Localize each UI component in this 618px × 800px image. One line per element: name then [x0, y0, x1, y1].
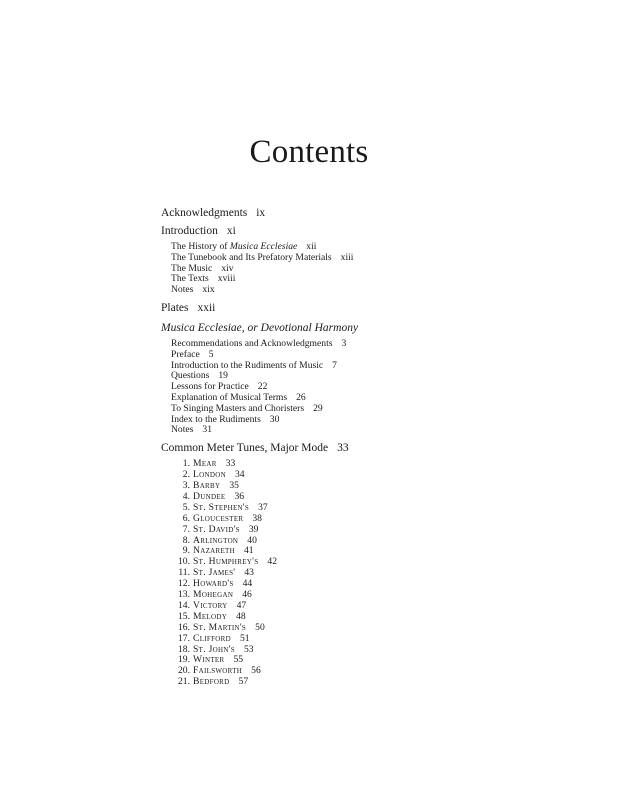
- page-number: 50: [255, 621, 265, 633]
- tune-name: Gloucester: [193, 512, 244, 524]
- page-number: 44: [242, 578, 253, 590]
- tune-name: St. David's: [193, 523, 240, 535]
- tune-number: 20.: [178, 665, 190, 677]
- tune-number: 7.: [182, 523, 190, 535]
- entry-label: Lessons for Practice: [171, 381, 249, 393]
- page-number: 33: [337, 442, 349, 455]
- entry-label: Explanation of Musical Terms: [171, 391, 288, 403]
- toc-subentry-index[interactable]: [161, 415, 591, 426]
- tune-name: Mear: [193, 458, 217, 470]
- page-number: 22: [257, 381, 268, 393]
- musica-subentries: [161, 339, 591, 436]
- page-number: 30: [269, 413, 280, 425]
- entry-label: Recommendations and Acknowledgments: [171, 337, 333, 349]
- page-number: 35: [229, 479, 239, 491]
- page-number: xii: [306, 241, 317, 252]
- tune-number: 21.: [178, 676, 190, 688]
- tune-number: 15.: [178, 610, 190, 622]
- page-number: 26: [296, 391, 306, 403]
- page-number: 3: [341, 337, 347, 349]
- tune-number: 9.: [182, 545, 190, 557]
- tune-number: 11.: [178, 567, 190, 579]
- tune-number: 8.: [182, 534, 190, 546]
- tune-number: 2.: [182, 469, 190, 481]
- tune-name: St. Humphrey's: [193, 556, 259, 568]
- tune-number: 3.: [182, 479, 190, 491]
- tune-number: 19.: [178, 654, 190, 666]
- page-number: 41: [244, 545, 254, 557]
- toc-section-musica-ecclesiae[interactable]: Musica Ecclesiae, or Devotional Harmony: [161, 321, 359, 334]
- tune-name: Bedford: [193, 676, 230, 688]
- introduction-subentries: [161, 242, 591, 296]
- tune-name: Nazareth: [193, 545, 235, 557]
- page-number: xviii: [217, 273, 236, 285]
- page-number: xxii: [197, 301, 216, 314]
- tune-number: 1.: [182, 458, 190, 470]
- page-number: 7: [332, 359, 337, 371]
- page-number: xix: [202, 284, 215, 296]
- page-number: 57: [238, 676, 249, 688]
- page-number: 33: [225, 458, 236, 470]
- entry-label: Notes: [171, 424, 194, 436]
- entry-label: Preface: [171, 348, 200, 360]
- page-number: 40: [247, 534, 257, 546]
- toc-subentry-recommendations[interactable]: [161, 339, 591, 350]
- entry-label: Plates: [161, 301, 189, 314]
- tune-number: 4.: [182, 490, 190, 502]
- page-number: 51: [239, 632, 250, 644]
- tune-name: Dundee: [193, 490, 226, 502]
- tune-name: Mohegan: [193, 589, 234, 601]
- tune-number: 6.: [182, 512, 190, 524]
- entry-label: The Texts: [171, 273, 209, 285]
- tune-number: 5.: [182, 501, 190, 513]
- tune-number: 18.: [178, 643, 190, 655]
- page-number: 48: [236, 610, 246, 622]
- tune-name: Melody: [193, 610, 228, 622]
- tune-name: Barby: [193, 479, 221, 491]
- tune-name: St. Martin's: [193, 621, 247, 633]
- page-title: Contents: [249, 134, 369, 170]
- toc-entry-acknowledgments[interactable]: [161, 206, 591, 221]
- tune-number: 16.: [178, 621, 190, 633]
- toc-entry-plates[interactable]: [161, 301, 591, 316]
- page-number: 19: [218, 370, 228, 382]
- page-number: xiii: [340, 251, 354, 263]
- tune-name: St. Stephen's: [193, 501, 250, 513]
- entry-label: Notes: [171, 284, 194, 296]
- page-number: 55: [233, 654, 244, 666]
- tune-name: Victory: [193, 599, 228, 611]
- page-number: xiv: [221, 262, 234, 274]
- entry-label: Questions: [171, 370, 210, 382]
- toc-subentry-tunebook[interactable]: [161, 253, 591, 264]
- page-number: 39: [248, 523, 259, 535]
- tune-number: 17.: [178, 632, 190, 644]
- toc-subentry-notes[interactable]: [161, 425, 591, 436]
- toc-entry-introduction[interactable]: [161, 224, 591, 239]
- entry-label: The Music: [171, 262, 213, 274]
- toc-entry-common-meter[interactable]: [161, 441, 591, 456]
- tune-name: Clifford: [193, 632, 231, 644]
- tune-name: Winter: [193, 654, 225, 666]
- tune-name: London: [193, 469, 226, 481]
- entry-label: Introduction: [161, 225, 218, 237]
- entry-label: Index to the Rudiments: [171, 413, 261, 425]
- tune-name: St. John's: [193, 643, 235, 655]
- page-number: 34: [234, 469, 245, 481]
- page-number: xi: [226, 225, 236, 237]
- tune-number: 14.: [178, 599, 190, 611]
- tune-name: St. James': [193, 567, 236, 579]
- tune-list: [161, 459, 591, 688]
- entry-label: The History of: [171, 241, 230, 252]
- page-number: ix: [256, 207, 266, 219]
- page-number: 37: [258, 501, 268, 513]
- tune-number: 10.: [178, 556, 190, 568]
- page-number: 5: [208, 348, 214, 360]
- page-number: 31: [202, 424, 212, 436]
- tune-name: Howard's: [193, 578, 234, 590]
- page-number: 53: [243, 643, 254, 655]
- page-number: 43: [244, 567, 254, 579]
- page-number: 56: [251, 665, 261, 677]
- toc-subentry-texts[interactable]: [161, 274, 591, 285]
- tune-number: 12.: [178, 578, 190, 590]
- toc-subentry-notes[interactable]: [161, 285, 591, 296]
- page-number: 29: [313, 402, 323, 414]
- entry-label-italic: Musica Ecclesiae: [229, 241, 298, 252]
- page-number: 42: [267, 556, 277, 568]
- tune-number: 13.: [178, 589, 190, 601]
- page-number: 36: [234, 490, 245, 502]
- entry-label: The Tunebook and Its Prefatory Materials: [171, 251, 332, 263]
- entry-label: To Singing Masters and Choristers: [171, 402, 305, 414]
- page-number: 46: [242, 589, 252, 601]
- tune-list-item[interactable]: [173, 634, 591, 645]
- page-number: 47: [236, 599, 247, 611]
- tune-list-item[interactable]: [173, 677, 591, 688]
- entry-label: Acknowledgments: [161, 207, 248, 219]
- entry-label: Common Meter Tunes, Major Mode: [161, 442, 329, 455]
- entry-label: Introduction to the Rudiments of Music: [171, 359, 324, 371]
- tune-name: Failsworth: [193, 665, 243, 677]
- tune-name: Arlington: [193, 534, 239, 546]
- table-of-contents: [161, 206, 591, 688]
- page-number: 38: [252, 512, 262, 524]
